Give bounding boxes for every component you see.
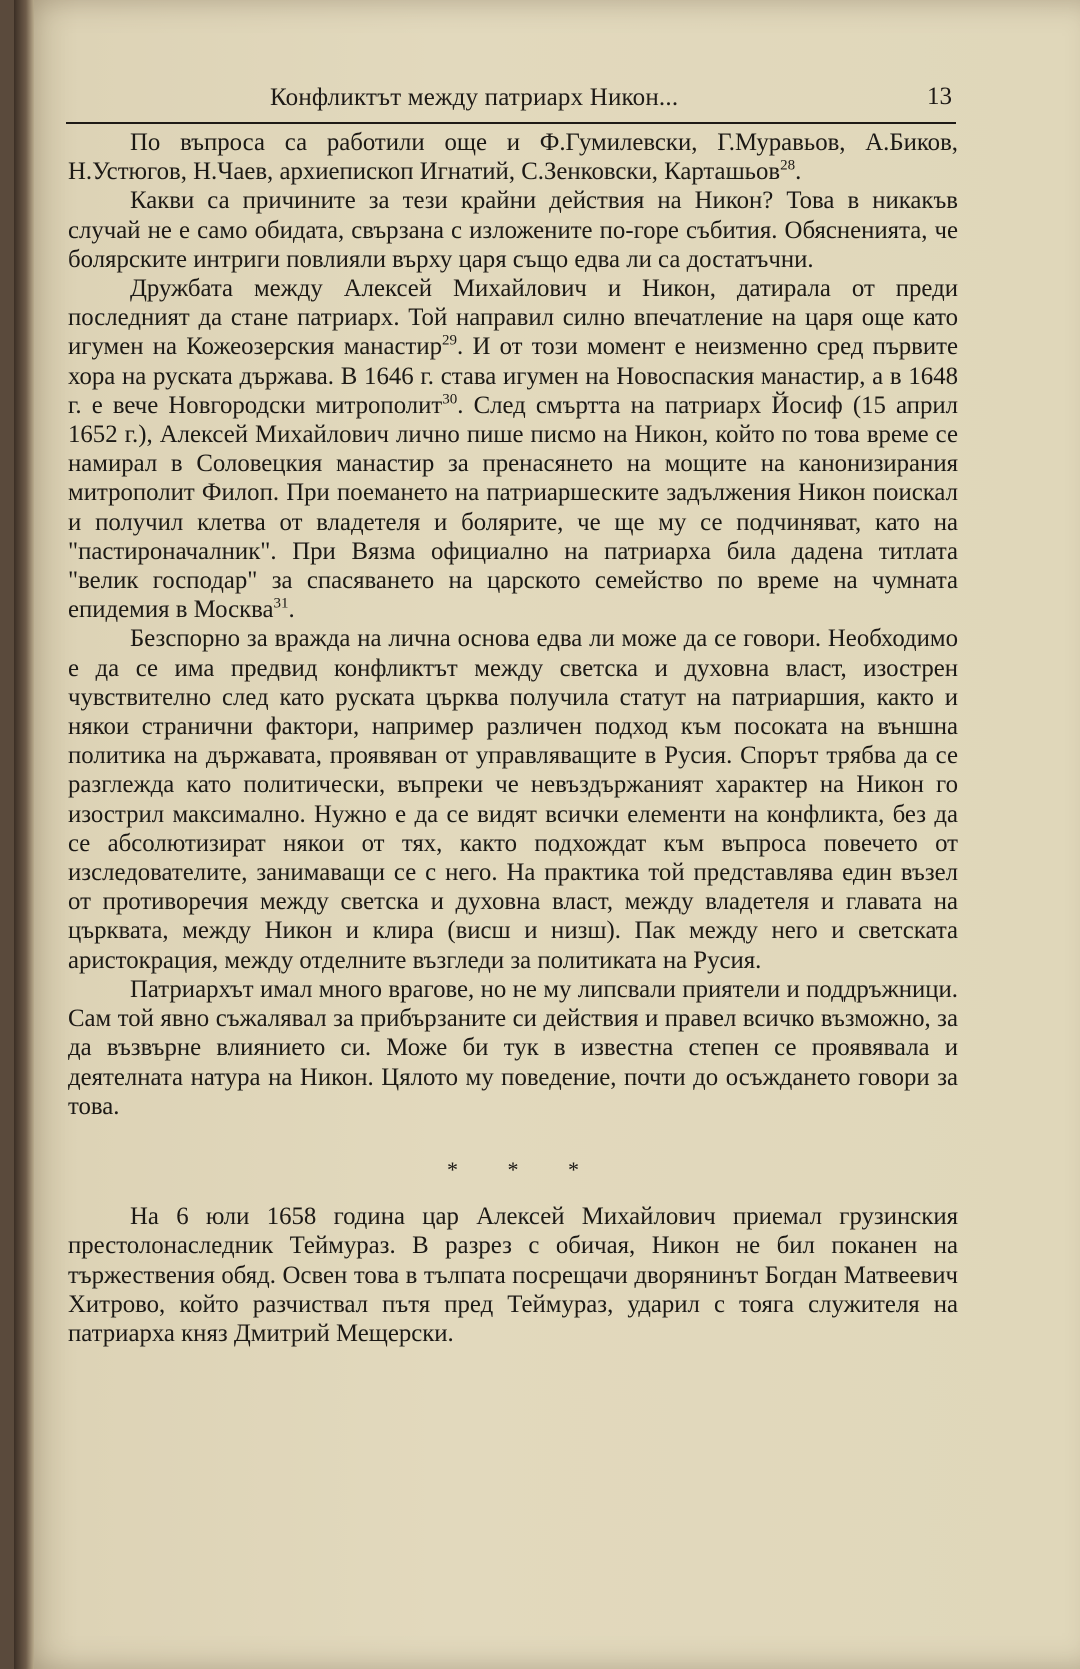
book-spine-shadow: [14, 0, 34, 1669]
text-segment: По въпроса са работили още и Ф.Гумилевски, Г.Муравьов, А.Биков, Н.Устюгов, Н.Чаев, архиепископ Игнатий, С.Зенковски, Карташьов: [68, 129, 958, 186]
footnote-reference: 28: [780, 157, 796, 174]
paragraph: [68, 128, 958, 186]
text-segment: . И от този момент е неизменно сред първите хора на руската държава. В 1646 г. става игумен на Новоспаския манастир, а в 1648 г. е вече Новгородски митрополит: [68, 333, 958, 419]
page-header: [66, 78, 956, 124]
text-segment: . След смъртта на патриарх Йосиф (15 април 1652 г.), Алексей Михайлович лично пише писмо на Никон, който по това време се намирал в Соловецкия манастир за пренасянето на мощите на канонизирания митрополит Филоп. При поемането на патриаршеските задължения Никон поискал и получил клетва от владетеля и болярите, че ще му се подчиняват, като на "пастироначалник". При Вязма официално на патриарха била дадена титлата "велик господар" за спасяването на царското семейство по време на чумната епидемия в Москва: [68, 391, 958, 624]
text-segment: Дружбата между Алексей Михайлович и Никон, датирала от преди последният да стане патриарх. Той направил силно впечатление на царя още като игумен на Кожеозерския манастир: [68, 275, 958, 361]
text-segment: .: [795, 158, 802, 186]
text-segment: На 6 юли 1658 година цар Алексей Михайлович приемал грузинския престолонаследник Теймураз. В разрез с обичая, Никон не бил поканен на тържествения обяд. Освен това в тълпата посрещачи дворянинът Богдан Матвеевич Хитрово, който разчиствал пътя пред Теймураз, ударил с тояга служителя на патриарха княз Дмитрий Мещерски.: [68, 1203, 958, 1347]
paragraph: [68, 1202, 958, 1348]
page-number: 13: [927, 83, 952, 110]
paragraphs-before-separator: [68, 128, 958, 1121]
text-segment: Патриархът имал много врагове, но не му липсвали приятели и поддръжници. Сам той явно съжалявал за прибързаните си действия и правел всичко възможно, за да възвърне влиянието си. Може би тук в известна степен се проявявала и деятелната натура на Никон. Цялото му поведение, почти до осъждането говори за това.: [68, 975, 958, 1120]
section-separator: * * *: [447, 1156, 601, 1182]
text-segment: .: [288, 596, 295, 624]
body-text: [68, 128, 958, 1348]
paragraph: [68, 975, 958, 1121]
paragraph: [68, 274, 958, 624]
text-segment: Безспорно за вражда на лична основа едва ли може да се говори. Необходимо е да се има предвид конфликтът между светска и духовна власт, изострен чувствително след като руската църква получила статут на патриаршия, както и някои странични фактори, например различен подход към посоката на външна политика на държавата, проявяван от управляващите в Русия. Спорът трябва да се разглежда като политически, въпреки че невъздържаният характер на Никон го изострил максимално. Нужно е да се видят всички елементи на конфликта, без да се абсолютизират някои от тях, както подхождат към въпроса повечето от изследователите, занимаващи се с него. На практика той представлява един възел от противоречия между светска и духовна власт, между владетеля и главата на църквата, между Никон и клира (висш и низш). Пак между него и светската аристокрация, между отделните възгледи за политиката на Русия.: [68, 625, 958, 974]
running-title: Конфликтът между патриарх Никон...: [270, 84, 679, 111]
footnote-reference: 31: [273, 595, 289, 612]
text-segment: Какви са причините за тези крайни действия на Никон? Това в никакъв случай не е само обидата, свързана с изложените по-горе събития. Обясненията, че болярските интриги повлияли върху царя също едва ли са достатъчни.: [68, 187, 958, 273]
book-page: [14, 0, 1080, 1669]
paragraph: [68, 186, 958, 274]
paragraphs-after-separator: [68, 1202, 958, 1348]
paragraph: [68, 624, 958, 974]
footnote-reference: 30: [442, 391, 458, 408]
footnote-reference: 29: [442, 333, 458, 350]
